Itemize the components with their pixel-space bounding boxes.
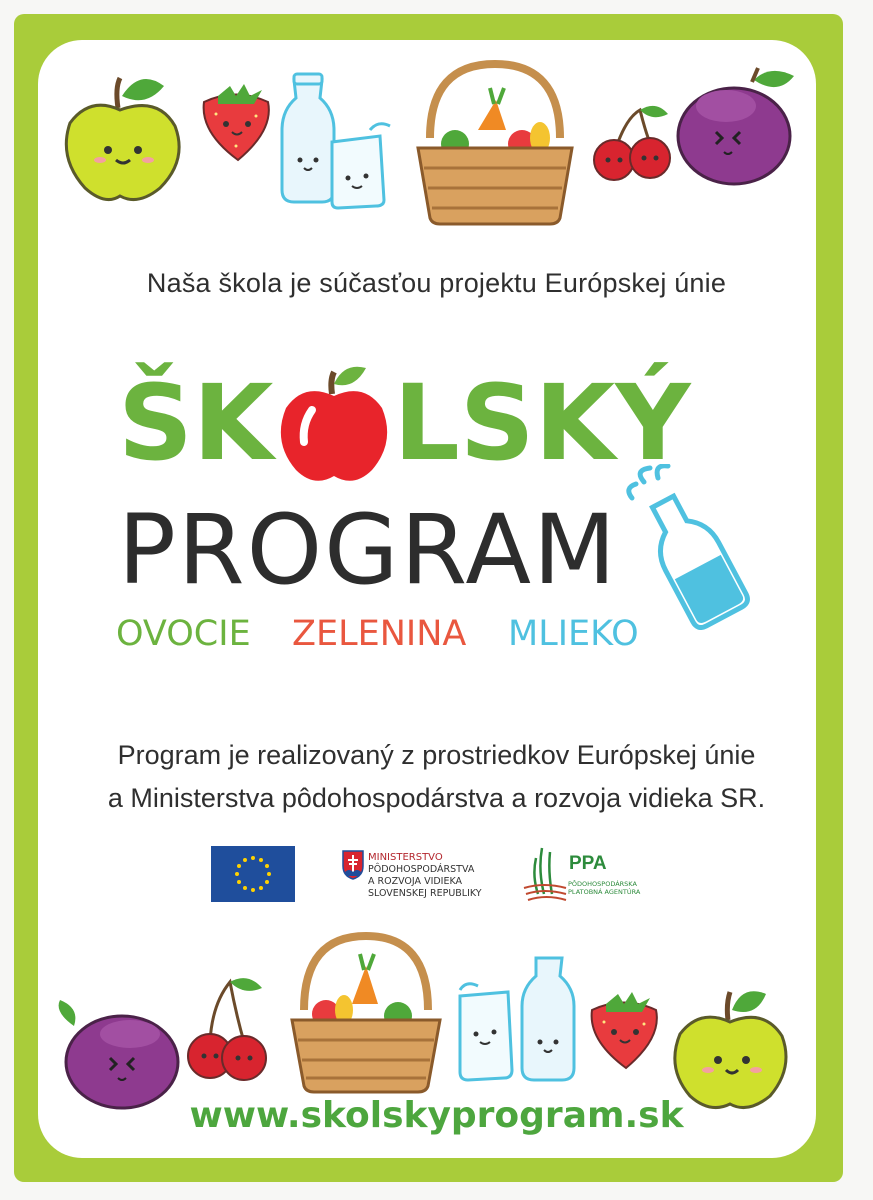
cherries-icon	[586, 104, 676, 184]
ministry-line-1: PÔDOHOSPODÁRSTVA	[368, 864, 475, 875]
strawberry-icon	[196, 82, 276, 164]
ppa-sub-1: PÔDOHOSPODÁRSKA	[568, 880, 637, 888]
ministry-logo-text	[368, 852, 482, 900]
slovak-coat-of-arms-logo	[342, 850, 364, 880]
apple-icon	[60, 68, 190, 208]
category-ovocie: OVOCIE	[116, 614, 251, 654]
cherries-icon	[182, 974, 274, 1084]
title-part2: LSKÝ	[393, 362, 691, 484]
milk-bottle-splash-icon	[624, 464, 750, 630]
plum-icon	[674, 66, 804, 186]
title-part1: ŠK	[118, 362, 274, 484]
category-mlieko: MLIEKO	[508, 614, 639, 654]
ppa-head: PPA	[569, 853, 607, 874]
strawberry-icon	[584, 990, 664, 1072]
funding-text	[0, 734, 873, 820]
vegetable-basket-icon	[410, 58, 580, 228]
ppa-wheat-logo	[522, 842, 568, 904]
funding-line-1: Program je realizovaný z prostriedkov Európskej únie	[117, 740, 756, 770]
ppa-sub-2: PLATOBNÁ AGENTÚRA	[568, 888, 641, 896]
milk-bottle-glass-icon	[456, 950, 582, 1084]
title-program: PROGRAM	[118, 494, 618, 606]
eu-flag-logo	[211, 846, 295, 902]
title-skolsky	[118, 358, 691, 488]
vegetable-basket-icon	[286, 930, 446, 1094]
ministry-line-2: A ROZVOJA VIDIEKA	[368, 876, 463, 887]
intro-text: Naša škola je súčasťou projektu Európskej únie	[146, 268, 727, 298]
apple-o-icon	[274, 358, 394, 488]
website-link[interactable]: www.skolskyprogram.sk	[189, 1095, 684, 1136]
funding-line-2: a Ministerstva pôdohospodárstva a rozvoja vidieka SR.	[107, 783, 766, 813]
ppa-subtitle	[568, 880, 640, 896]
ministry-line-3: SLOVENSKEJ REPUBLIKY	[368, 888, 482, 899]
milk-bottle-glass-icon	[272, 70, 402, 210]
category-zelenina: ZELENINA	[292, 614, 467, 654]
ministry-head: MINISTERSTVO	[368, 852, 443, 863]
